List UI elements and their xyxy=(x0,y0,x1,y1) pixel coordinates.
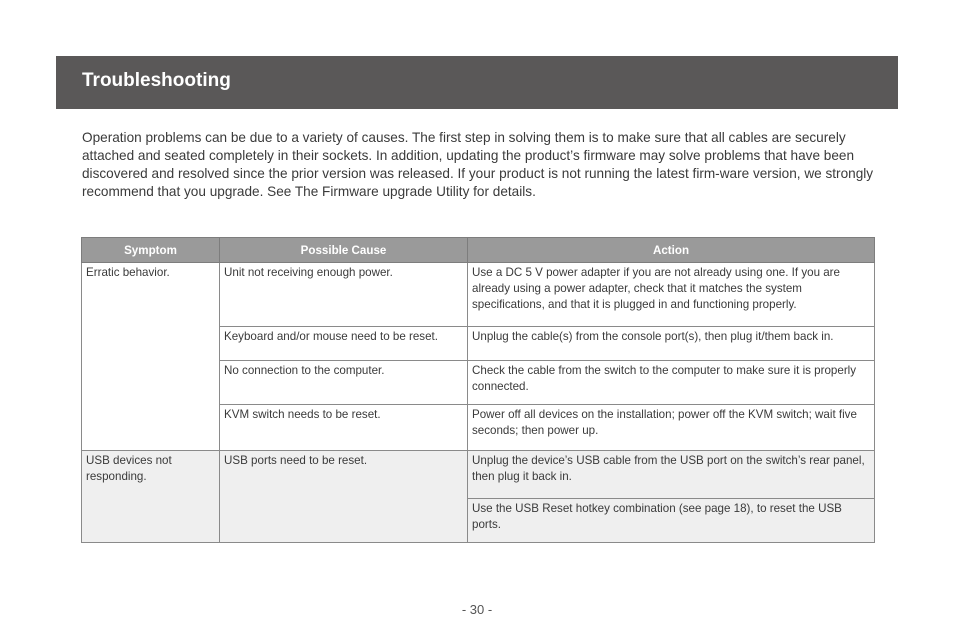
table-header-row xyxy=(82,238,875,263)
symptom-cell: USB devices not responding. xyxy=(82,451,220,543)
column-header-symptom: Symptom xyxy=(82,238,220,263)
cause-cell: No connection to the computer. xyxy=(220,361,468,405)
cause-cell: USB ports need to be reset. xyxy=(220,451,468,543)
action-cell: Use the USB Reset hotkey combination (see page 18), to reset the USB ports. xyxy=(468,499,875,543)
action-cell: Check the cable from the switch to the computer to make sure it is properly connected. xyxy=(468,361,875,405)
table-row xyxy=(82,451,875,499)
page-title: Troubleshooting xyxy=(82,70,231,91)
table-row xyxy=(82,263,875,327)
section-header-bar xyxy=(56,56,898,109)
symptom-cell: Erratic behavior. xyxy=(82,263,220,451)
column-header-possible-cause: Possible Cause xyxy=(220,238,468,263)
column-header-action: Action xyxy=(468,238,875,263)
action-cell: Unplug the device’s USB cable from the USB port on the switch’s rear panel, then plug it back in. xyxy=(468,451,875,499)
troubleshooting-table xyxy=(81,237,875,543)
intro-paragraph: Operation problems can be due to a variety of causes. The first step in solving them is to make sure that all cables are securely attached and seated completely in their sockets. In addition, updating the product’s firmware may solve problems that have been discovered and resolved since the prior version was released. If your product is not running the latest firm-ware version, we strongly recommend that you upgrade. See The Firmware upgrade Utility for details. xyxy=(82,130,874,199)
cause-cell: Unit not receiving enough power. xyxy=(220,263,468,327)
action-cell: Power off all devices on the installation; power off the KVM switch; wait five seconds; then power up. xyxy=(468,405,875,451)
cause-cell: KVM switch needs to be reset. xyxy=(220,405,468,451)
action-cell: Unplug the cable(s) from the console port(s), then plug it/them back in. xyxy=(468,327,875,361)
cause-cell: Keyboard and/or mouse need to be reset. xyxy=(220,327,468,361)
page-number: - 30 - xyxy=(461,602,493,617)
action-cell: Use a DC 5 V power adapter if you are not already using one. If you are already using a power adapter, check that it matches the system specifications, and that it is plugged in and functioning properly. xyxy=(468,263,875,327)
